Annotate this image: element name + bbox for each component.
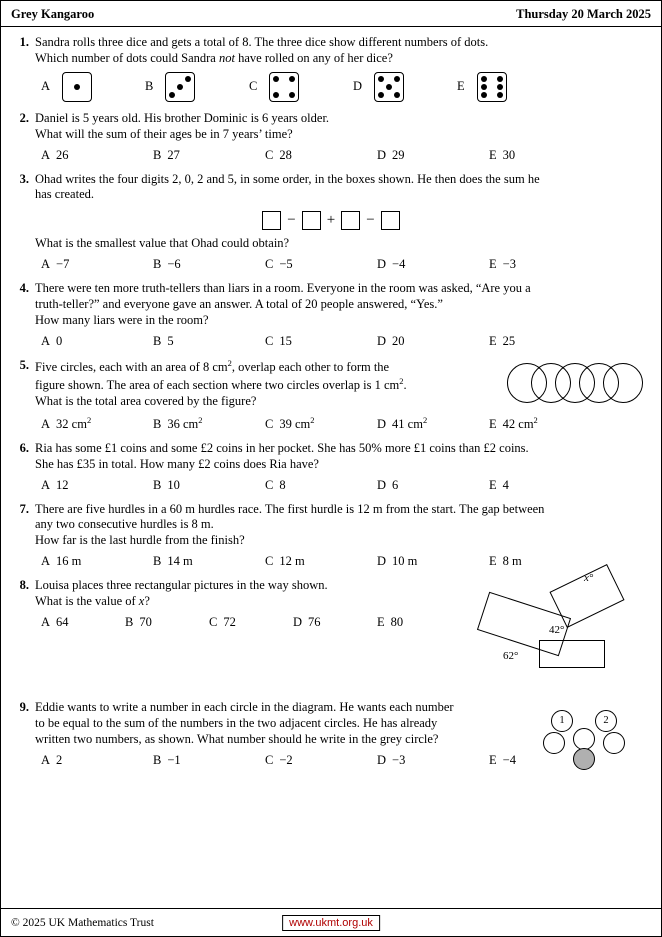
node-empty-left [543,732,565,754]
option-d[interactable] [377,415,489,432]
option-label: C [265,554,274,569]
option-value: 28 [279,147,292,162]
option-value: −6 [167,257,181,272]
options-row [41,334,647,349]
die-6-icon [477,72,507,102]
option-c[interactable] [265,415,377,432]
option-label: C [265,416,274,431]
question-6 [15,441,647,493]
option-a[interactable] [41,615,125,630]
question-text [35,172,647,204]
option-e[interactable] [457,72,561,102]
option-d[interactable] [377,753,489,768]
question-line: There were ten more truth-tellers than liars in a room. Everyone in the room was asked, “Are you a [35,281,531,296]
option-label: B [153,752,162,767]
option-value: 41 $cm^2$ [392,414,428,431]
question-4 [15,281,647,349]
question-subtext: What is the smallest value that Ohad could obtain? [35,236,290,251]
option-value: 32 $cm^2$ [56,414,92,431]
option-a[interactable] [41,415,153,432]
question-line: Ria has some £1 coins and some £2 coins in her pocket. She has 50% more £1 coins than £2 coins. [35,440,529,455]
question-line: How far is the last hurdle from the finish? [35,533,245,548]
option-d[interactable] [377,478,489,493]
option-value: 10 m [392,554,418,569]
digit-box[interactable] [262,211,281,230]
option-d[interactable] [377,257,489,272]
options-row [41,415,647,432]
option-a[interactable] [41,72,145,102]
option-label: D [377,333,387,348]
node-grey [573,748,595,770]
option-a[interactable] [41,148,153,163]
option-value: 42 $cm^2$ [502,414,538,431]
option-label: E [489,147,497,162]
option-label: C [265,477,274,492]
option-b[interactable] [145,72,249,102]
option-label: B [153,333,162,348]
question-number: 2. [19,110,29,125]
question-1 [15,35,647,102]
option-label: E [489,554,497,569]
question-7 [15,502,647,570]
question-number: 4. [19,281,29,296]
option-label: E [489,477,497,492]
question-number: 6. [19,440,29,455]
option-label: B [153,416,162,431]
question-number: 9. [19,700,29,715]
options-row [41,72,647,102]
question-3 [15,172,647,273]
option-label: C [265,147,274,162]
circles-sum-diagram [543,702,639,772]
option-value: 12 m [279,554,305,569]
option-value: 12 [56,477,69,492]
option-label: D [353,79,363,94]
question-2 [15,111,647,163]
option-e[interactable] [377,615,461,630]
option-c[interactable] [249,72,353,102]
option-d[interactable] [293,615,377,630]
option-label: C [249,79,258,94]
option-c[interactable] [265,148,377,163]
node-empty-right [603,732,625,754]
option-value: 10 [167,477,180,492]
option-label: D [377,147,387,162]
question-line: Daniel is 5 years old. His brother Dominic is 6 years older. [35,110,330,125]
option-value: 29 [392,147,405,162]
option-label: A [41,752,51,767]
page-header [1,1,661,27]
option-label: B [153,257,162,272]
option-label: D [377,416,387,431]
question-number: 7. [19,501,29,516]
question-line: There are five hurdles in a 60 m hurdles race. The first hurdle is 12 m from the start. The gap between [35,501,545,516]
option-b[interactable] [153,478,265,493]
option-value: 80 [390,614,404,629]
option-label: B [125,614,134,629]
question-number: 3. [19,171,29,186]
option-value: 39 $cm^2$ [279,414,315,431]
option-label: A [41,333,51,348]
option-value: 27 [167,147,180,162]
option-label: E [489,257,497,272]
question-line: to be equal to the sum of the numbers in the two adjacent circles. He has already [35,716,438,731]
option-label: C [209,614,218,629]
option-c[interactable] [265,554,377,569]
option-e[interactable] [489,554,601,569]
option-label: D [293,614,303,629]
option-label: D [377,752,387,767]
paper-date: Thursday 20 March 2025 [516,7,651,21]
options-row [41,257,647,272]
option-value: 25 [502,333,516,348]
option-b[interactable] [153,148,265,163]
question-line: has created. [35,187,94,202]
question-text [35,111,647,143]
option-label: D [377,554,387,569]
option-label: A [41,257,51,272]
question-line: truth-teller?” and everyone gave an answer. A total of 20 people answered, “Yes.” [35,297,443,311]
option-label: C [265,752,274,767]
option-value: 2 [56,752,63,767]
option-label: E [377,614,385,629]
option-value: 4 [502,477,509,492]
question-line: Eddie wants to write a number in each circle in the diagram. He wants each number [35,700,454,715]
option-value: 36 $cm^2$ [167,414,203,431]
option-label: B [153,477,162,492]
option-value: 6 [392,477,399,492]
option-a[interactable] [41,334,153,349]
angle-42-label: 42° [549,624,565,637]
option-b[interactable] [153,554,265,569]
option-e[interactable] [489,478,601,493]
node-2: 2 [595,710,617,732]
question-line: She has £35 in total. How many £2 coins does Ria have? [35,456,319,471]
die-1-icon [62,72,92,102]
option-label: E [489,752,497,767]
option-label: C [265,333,274,348]
option-label: A [41,147,51,162]
question-line: written two numbers, as shown. What number should he write in the grey circle? [35,731,439,746]
questions-container [1,27,661,768]
option-label: B [145,79,154,94]
question-text [35,441,647,473]
paper-title: Grey Kangaroo [11,7,95,21]
question-line: figure shown. The area of each section where two circles overlap is 1 $cm^2$. [35,375,407,392]
option-value: −5 [279,257,293,272]
option-value: 72 [223,614,236,629]
question-line: Which number of dots could Sandra not have rolled on any of her dice? [35,50,393,65]
option-value: 16 m [56,554,82,569]
option-value: 5 [167,333,174,348]
die-5-icon [374,72,404,102]
option-a[interactable] [41,257,153,272]
website-link[interactable]: www.ukmt.org.uk [282,915,380,931]
rectangles-figure [477,570,645,680]
question-text [35,502,647,550]
question-line: What will the sum of their ages be in 7 years’ time? [35,126,293,141]
option-label: A [41,416,51,431]
option-a[interactable] [41,478,153,493]
option-label: B [153,147,162,162]
option-label: A [41,79,51,94]
option-b[interactable] [153,334,265,349]
option-c[interactable] [265,478,377,493]
question-text [35,281,647,329]
option-b[interactable] [153,415,265,432]
option-e[interactable] [489,148,601,163]
option-value: −1 [167,752,181,767]
option-d[interactable] [353,72,457,102]
option-label: B [153,554,162,569]
option-value: −4 [502,752,516,767]
option-c[interactable] [209,615,293,630]
option-e[interactable] [489,257,601,272]
option-d[interactable] [377,148,489,163]
option-value: 30 [502,147,516,162]
option-value: −4 [392,257,406,272]
copyright-text: © 2025 UK Mathematics Trust [11,916,154,929]
option-value: −7 [56,257,70,272]
digit-box[interactable] [341,211,360,230]
option-a[interactable] [41,554,153,569]
option-a[interactable] [41,753,153,768]
option-e[interactable] [489,334,601,349]
digit-box[interactable] [302,211,321,230]
option-value: −3 [502,257,516,272]
option-value: −2 [279,752,293,767]
die-3-icon [165,72,195,102]
option-label: E [457,79,465,94]
question-number: 1. [19,35,29,49]
page-footer [1,908,661,936]
option-value: 15 [279,333,292,348]
option-label: D [377,477,387,492]
option-label: E [489,416,497,431]
angle-x-label: x° [584,572,594,585]
question-number: 8. [19,578,29,593]
options-row [41,554,647,569]
die-4-icon [269,72,299,102]
question-8 [15,572,647,686]
question-line: any two consecutive hurdles is 8 m. [35,517,214,532]
options-row [41,148,647,163]
option-label: C [265,257,274,272]
option-value: 20 [392,333,405,348]
option-d[interactable] [377,554,489,569]
option-value: 0 [56,333,63,348]
question-line: Five circles, each with an area of 8 $cm^2$, overlap each other to form the [35,357,390,374]
option-value: 76 [308,614,321,629]
option-value: 26 [56,147,69,162]
option-e[interactable] [489,415,601,432]
node-1: 1 [551,710,573,732]
option-value: 14 m [167,554,193,569]
option-d[interactable] [377,334,489,349]
option-b[interactable] [153,257,265,272]
options-row [41,478,647,493]
option-value: 64 [56,614,69,629]
option-c[interactable] [265,753,377,768]
question-line: Louisa places three rectangular pictures in the way shown. [35,578,328,593]
question-line: Sandra rolls three dice and gets a total of 8. The three dice show different numbers of dots. [35,35,489,49]
question-text [35,35,647,67]
option-label: A [41,554,51,569]
option-c[interactable] [265,257,377,272]
question-line: What is the total area covered by the figure? [35,393,257,408]
boxes-expression: − + − [15,211,647,230]
option-label: E [489,333,497,348]
option-c[interactable] [265,334,377,349]
option-b[interactable] [125,615,209,630]
option-value: 8 [279,477,286,492]
option-value: 70 [139,614,152,629]
question-number: 5. [19,357,29,372]
question-line: Ohad writes the four digits 2, 0, 2 and 5, in some order, in the boxes shown. He then does the sum he [35,171,540,186]
overlapping-circles-figure [507,360,643,404]
option-value: 8 m [502,554,522,569]
question-9 [15,700,647,768]
option-b[interactable] [153,753,265,768]
option-label: D [377,257,387,272]
option-label: A [41,477,51,492]
option-value: −3 [392,752,406,767]
question-line: How many liars were in the room? [35,312,209,327]
node-empty-middle [573,728,595,750]
option-label: A [41,614,51,629]
angle-62-label: 62° [503,650,519,663]
picture-rect-bottom [539,640,605,668]
digit-box[interactable] [381,211,400,230]
question-5 [15,358,647,432]
question-line: What is the value of x? [35,594,150,609]
